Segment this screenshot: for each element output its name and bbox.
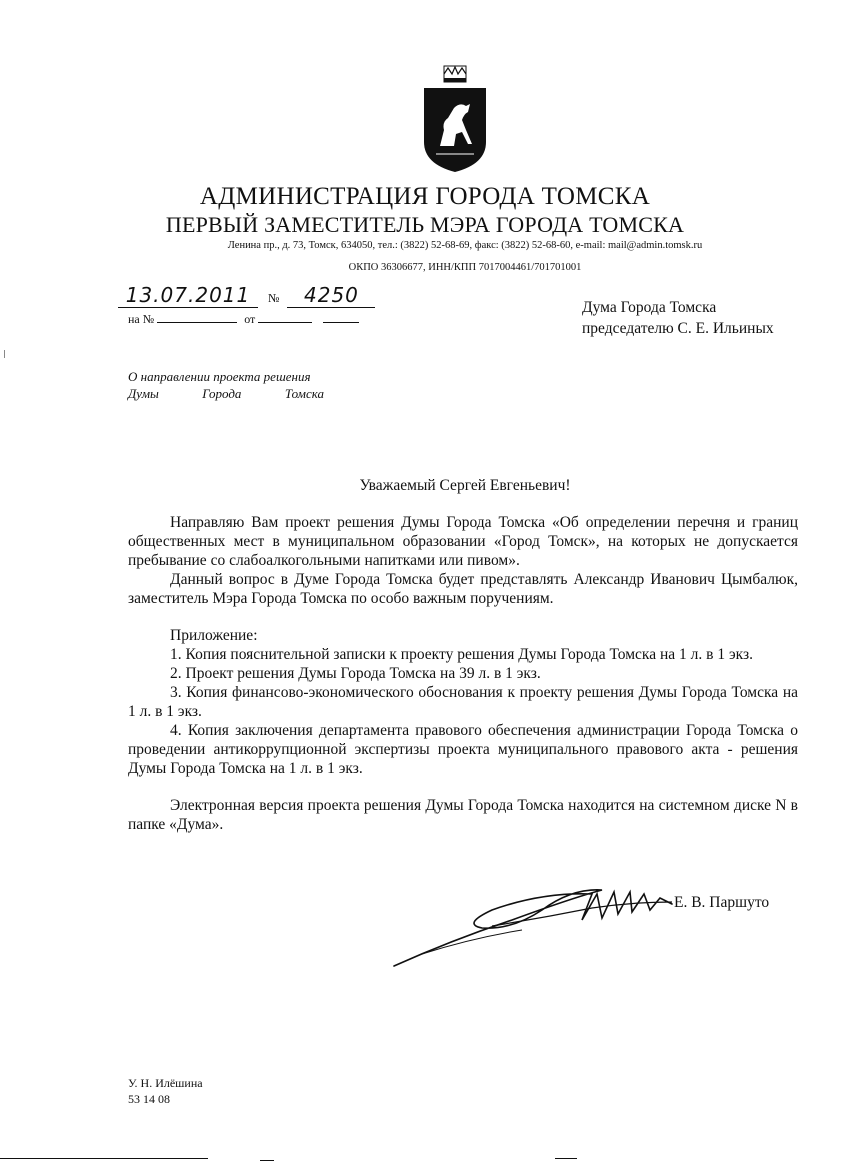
recipient-organization: Дума Города Томска <box>582 299 717 316</box>
executor-name: У. Н. Илёшина <box>128 1076 203 1090</box>
spacer <box>128 608 798 626</box>
coat-of-arms-emblem <box>420 64 490 174</box>
spacer <box>128 778 798 796</box>
reference-date-label: от <box>244 312 256 326</box>
signatory-name: Е. В. Паршуто <box>674 894 770 911</box>
address-line: Ленина пр., д. 73, Томск, 634050, тел.: (3822) 52-68-69, факс: (3822) 52-68-60, e-mail: mail@admin.tomsk.ru <box>227 240 703 251</box>
attachment-item: 1. Копия пояснительной записки к проекту решения Думы Города Томска на 1 л. в 1 экз. <box>170 646 753 663</box>
body-paragraph-3: Электронная версия проекта решения Думы Города Томска находится на системном диске N в папке «Дума». <box>128 797 798 833</box>
registration-date-handwritten: 13.07.2011 <box>118 283 258 308</box>
reference-row <box>128 312 359 327</box>
reference-number-blank <box>157 322 237 323</box>
body-paragraph-1: Направляю Вам проект решения Думы Города Томска «Об определении перечня и границ общественных мест в муниципальном образовании «Город Томск», на которых не допускается пребывание со слабоалкогольными напитками или пивом». <box>128 514 798 569</box>
attachment-heading: Приложение: <box>170 627 258 644</box>
subject-word-2: Города <box>202 386 242 401</box>
body-paragraph-2: Данный вопрос в Думе Города Томска будет представлять Александр Иванович Цымбалюк, заместитель Мэра Города Томска по особо важным поручениям. <box>128 571 798 607</box>
reference-date-blank <box>258 322 312 323</box>
footer-rule <box>555 1158 577 1159</box>
letter-body <box>128 513 798 834</box>
recipient-person: председателю С. Е. Ильиных <box>582 320 774 337</box>
greeting: Уважаемый Сергей Евгеньевич! <box>359 477 571 494</box>
handwritten-signature <box>392 880 692 970</box>
attachment-item: 3. Копия финансово-экономического обоснования к проекту решения Думы Города Томска на 1 л. в 1 экз. <box>128 684 798 720</box>
registration-date-row <box>118 283 375 308</box>
position-title: ПЕРВЫЙ ЗАМЕСТИТЕЛЬ МЭРА ГОРОДА ТОМСКА <box>165 212 685 237</box>
footer-rule <box>0 1158 208 1159</box>
registration-number-handwritten: 4250 <box>287 283 375 308</box>
codes-line: ОКПО 36306677, ИНН/КПП 7017004461/701701001 <box>348 262 582 273</box>
organization-title: АДМИНИСТРАЦИЯ ГОРОДА ТОМСКА <box>199 183 651 210</box>
executor-phone: 53 14 08 <box>128 1092 170 1106</box>
subject-line-2 <box>128 385 324 402</box>
footer-rule <box>260 1160 274 1161</box>
reference-date-blank-2 <box>323 322 359 323</box>
subject-line-1: О направлении проекта решения <box>128 369 311 384</box>
subject-word-1: Думы <box>128 386 159 401</box>
executor-block <box>128 1075 203 1107</box>
attachment-item: 4. Копия заключения департамента правового обеспечения администрации Города Томска о проведении антикоррупционной экспертизы проекта муниципального правового акта - решения Думы Города Томска на 1 л. в 1 экз. <box>128 722 798 777</box>
recipient-block <box>582 297 774 339</box>
registration-number-label: № <box>268 291 280 305</box>
reference-number-label: на № <box>128 312 155 326</box>
scan-edge-mark <box>4 350 5 358</box>
attachment-item: 2. Проект решения Думы Города Томска на 39 л. в 1 экз. <box>170 665 541 682</box>
subject-word-3: Томска <box>284 386 324 401</box>
subject-block <box>128 368 324 402</box>
